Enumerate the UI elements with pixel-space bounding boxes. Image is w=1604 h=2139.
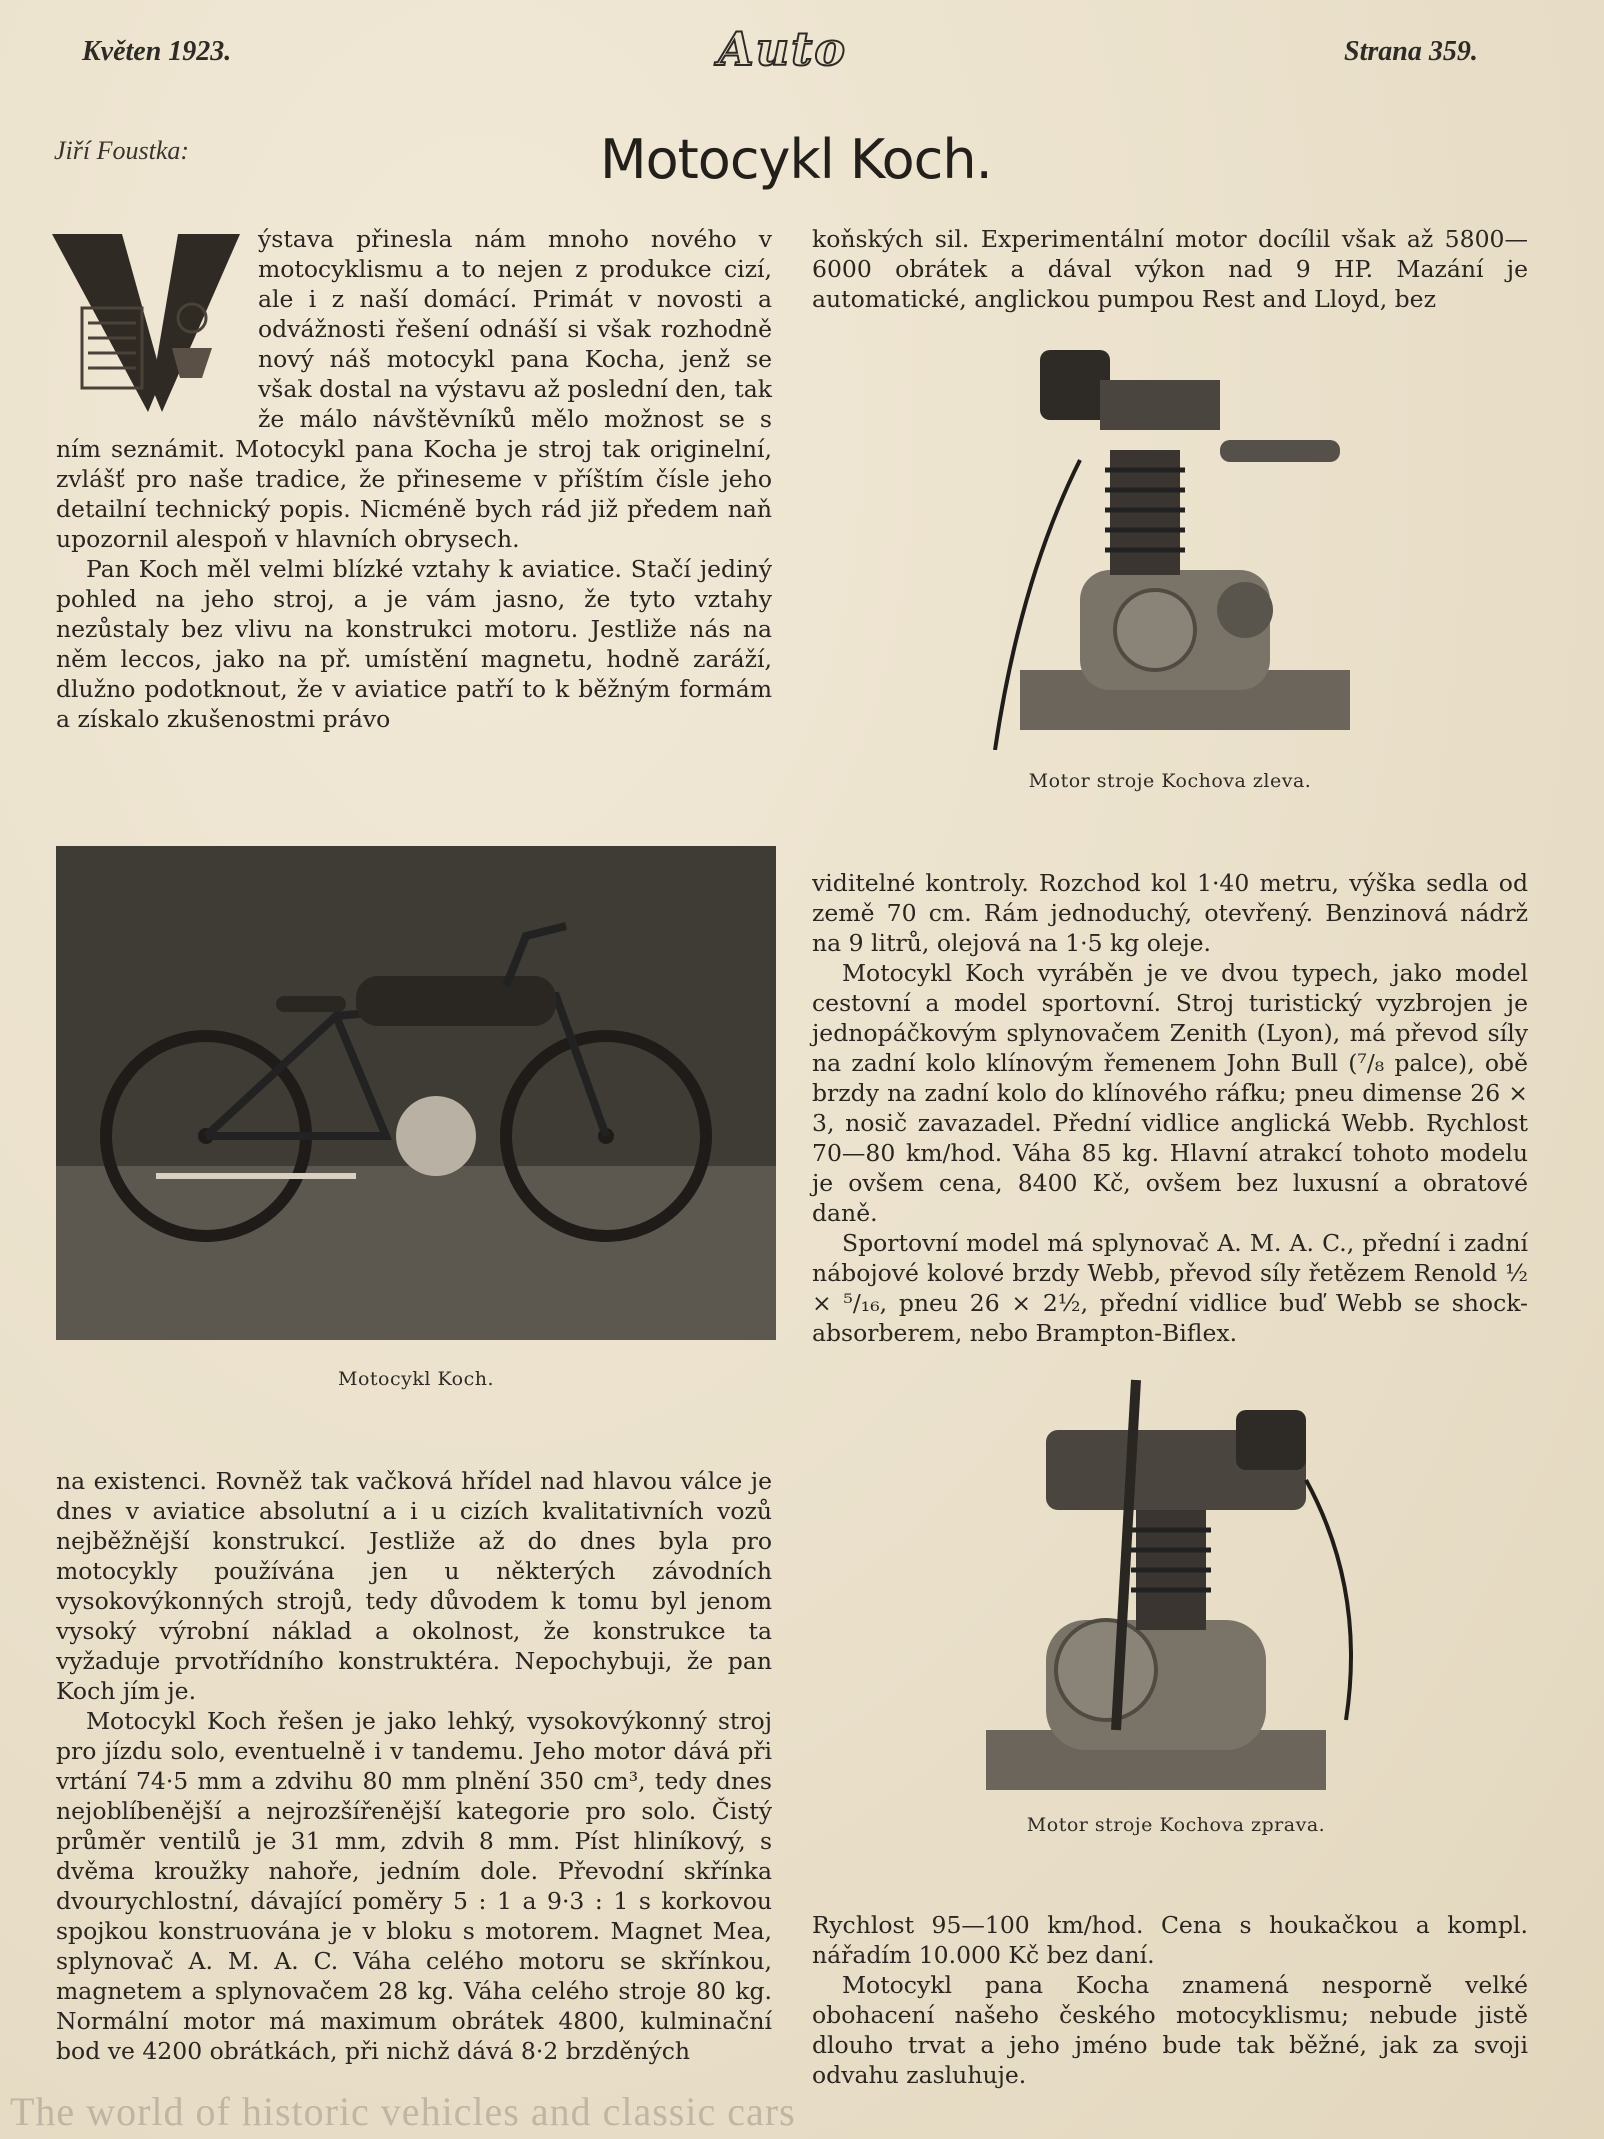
paragraph-horsepower: koňských sil. Experimentální motor docílil však až 5800—6000 obrátek a dával výkon nad 9 HP. Mazání je automatické, anglickou pumpou Rest and Lloyd, bez — [812, 225, 1528, 313]
drop-cap-v-right-stroke — [152, 234, 240, 412]
engine-flywheel — [1115, 590, 1195, 670]
paragraph-conclusion: Motocykl pana Kocha znamená nesporně velké obohacení našeho českého motocyklismu; nebude jistě dlouho trvat a jeho jméno bude tak běžné, jak za svoji odvahu zasluhuje. — [812, 1971, 1528, 2089]
paragraph-aviation: Pan Koch měl velmi blízké vztahy k aviatice. Stačí jediný pohled na jeho stroj, a je vám jasno, že tyto vztahy nezůstaly bez vlivu na konstrukci motoru. Jestliže nás na něm leccos, jako na př. umístění magnetu, hodně zaráží, dlužno podotknout, že v aviatice patří to k běžným formám a získalo zkušenostmi právo — [56, 555, 772, 733]
engine-right-magneto — [1236, 1410, 1306, 1470]
engine-exhaust-pipe — [1220, 440, 1340, 462]
left-column-top — [56, 224, 772, 734]
engine-right-photo — [986, 1370, 1366, 1800]
paragraph-speed-price: Rychlost 95—100 km/hod. Cena s houkačkou a kompl. nářadím 10.000 Kč bez daní. — [812, 1911, 1528, 1969]
photo-ground — [56, 1166, 776, 1340]
caption-engine-right: Motor stroje Kochova zprava. — [1026, 1814, 1326, 1836]
fuel-tank — [356, 976, 556, 1026]
right-column-top — [812, 224, 1528, 314]
motorcycle-photo — [56, 846, 776, 1340]
caption-motorcycle: Motocykl Koch. — [337, 1368, 494, 1390]
left-column-bottom — [56, 1466, 772, 2066]
drop-cap-v-ornament — [52, 228, 244, 420]
motorcycle-engine — [396, 1096, 476, 1176]
article-author: Jiří Foustka: — [54, 136, 190, 165]
paragraph-frame-specs: viditelné kontroly. Rozchod kol 1·40 metru, výška sedla od země 70 cm. Rám jednoduchý, otevřený. Benzinová nádrž na 9 litrů, olejová na 1·5 kg oleje. — [812, 869, 1528, 957]
page-number: Strana 359. — [1344, 36, 1478, 67]
magazine-logo: Auto — [718, 22, 848, 76]
article-title: Motocykl Koch. — [600, 128, 992, 191]
paragraph-engine-specs: Motocykl Koch řešen je jako lehký, vysokovýkonný stroj pro jízdu solo, eventuelně i v tandemu. Jeho motor dává při vrtání 74·5 mm a zdvihu 80 mm plnění 350 cm³, tedy dnes nejoblíbenější a nejrozšířenější kategorie pro solo. Čistý průměr ventilů je 31 mm, zdvih 8 mm. Píst hliníkový, s dvěma kroužky nahoře, jedním dole. Převodní skřínka dvourychlostní, dávající poměry 5 : 1 a 9·3 : 1 s korkovou spojkou konstruována je v bloku s motorem. Magnet Mea, splynovač A. M. A. C. Váha celého motoru se skřínkou, magnetem a splynovačem 28 kg. Váha celého stroje 80 kg. Normální motor má maximum obrátek 4800, kulminační bod ve 4200 obrátkách, při nichž dává 8·2 brzděných — [56, 1707, 772, 2065]
saddle — [276, 996, 346, 1012]
watermark-text: The world of historic vehicles and classic cars — [10, 2089, 796, 2134]
right-column-middle — [812, 868, 1528, 1348]
engine-left-photo — [980, 330, 1360, 750]
paragraph-camshaft: na existenci. Rovněž tak vačková hřídel nad hlavou válce je dnes v aviatice absolutní a i u cizích kvalitativních vozů nejběžnější konstrukcí. Jestliže až do dnes byla pro motocykly používána jen u některých závodních vysokovýkonných strojů, tedy důvodem k tomu byl jenom vysoký výrobní náklad a okolnost, že konstrukce ta vyžaduje prvotřídního konstruktéra. Nepochybuji, že pan Koch jím je. — [56, 1467, 772, 1705]
engine-magneto — [1040, 350, 1110, 420]
caption-engine-left: Motor stroje Kochova zleva. — [1028, 770, 1312, 792]
paragraph-touring-model: Motocykl Koch vyráběn je ve dvou typech, jako model cestovní a model sportovní. Stroj turistický vyzbrojen je jednopáčkovým splynovačem Zenith (Lyon), má převod síly na zadní kolo klínovým řemenem John Bull (⁷/₈ palce), obě brzdy na zadní kolo do klínového ráfku; pneu dimense 26 × 3, nosič zavazadel. Přední vidlice anglická Webb. Rychlost 70—80 km/hod. Váha 85 kg. Hlavní atrakcí tohoto modelu je ovšem cena, 8400 Kč, ovšem bez luxusní a obratové daně. — [812, 959, 1528, 1227]
engine-right-flywheel — [1056, 1620, 1156, 1720]
paragraph-sport-model: Sportovní model má splynovač A. M. A. C., přední i zadní nábojové kolové brzdy Webb, převod síly řetězem Renold ½ × ⁵/₁₆, pneu 26 × 2½, přední vidlice buď Webb se shock-absorberem, nebo Brampton-Biflex. — [812, 1229, 1528, 1347]
intro-paragraph: ýstava přinesla nám mnoho nového v motocyklismu a to nejen z produkce cizí, ale i z naší domácí. Primát v novosti a odvážnosti řešení odnáší si však rozhodně nový náš motocykl pana Kocha, jenž se však dostal na výstavu až poslední den, tak že málo návštěvníků mělo možnost se s ním seznámit. Motocykl pana Kocha je stroj tak originelní, zvlášť pro naše tradice, že přineseme v příštím čísle jeho detailní technický popis. Nicméně bych rád již předem naň upozornil alespoň v hlavních obrysech. — [56, 225, 772, 553]
engine-right-cable — [1306, 1480, 1351, 1720]
issue-date: Květen 1923. — [82, 36, 232, 67]
right-column-bottom — [812, 1910, 1528, 2090]
